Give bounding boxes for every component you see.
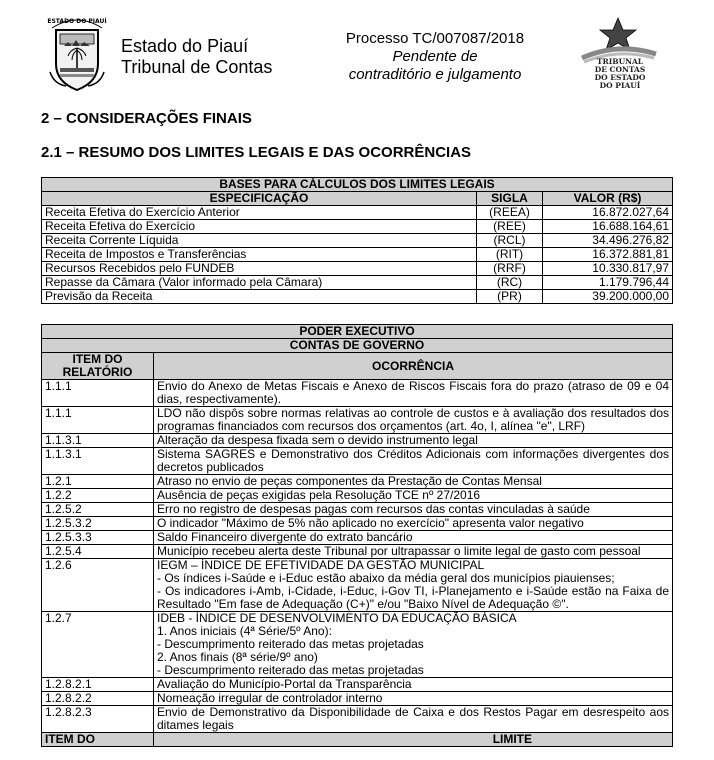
valor-cell: 39.200.000,00	[543, 290, 673, 304]
sigla-cell: (PR)	[477, 290, 543, 304]
ocorrencias-table	[41, 324, 673, 747]
ocorrencia-line: IDEB - ÍNDICE DE DESENVOLVIMENTO DA EDUCAÇÃO BÁSICA	[157, 611, 517, 625]
ocorrencia-cell: Avaliação do Município-Portal da Transparência	[154, 678, 673, 692]
table-row	[42, 290, 673, 304]
item-cell: 1.2.6	[42, 559, 154, 612]
sigla-cell: (REEA)	[477, 206, 543, 220]
table-row	[42, 475, 673, 489]
ocorrencias-title-2: CONTAS DE GOVERNO	[42, 339, 673, 353]
table-row	[42, 678, 673, 692]
table-row	[42, 559, 673, 612]
ocorrencia-cell: Atraso no envio de peças componentes da Prestação de Contas Mensal	[154, 475, 673, 489]
valor-cell: 16.372.881,81	[543, 248, 673, 262]
ocorrencia-cell	[154, 612, 673, 678]
table-row	[42, 276, 673, 290]
item-cell: 1.2.8.2.3	[42, 706, 154, 733]
item-cell: 1.2.8.2.2	[42, 692, 154, 706]
ocorrencia-cell: Ausência de peças exigidas pela Resolução TCE nº 27/2016	[154, 489, 673, 503]
bases-table-title: BASES PARA CÁLCULOS DOS LIMITES LEGAIS	[42, 178, 673, 192]
col-header-ocorrencia: OCORRÊNCIA	[154, 353, 673, 380]
ocorrencia-cell: Erro no registro de despesas pagas com recursos das contas vinculadas à saúde	[154, 503, 673, 517]
state-coat-of-arms-icon	[46, 12, 108, 94]
table-row	[42, 612, 673, 678]
process-status-line1: Pendente de	[392, 48, 478, 65]
table-row	[42, 262, 673, 276]
ocorrencia-cell: Saldo Financeiro divergente do extrato bancário	[154, 531, 673, 545]
spec-cell: Receita Efetiva do Exercício Anterior	[42, 206, 477, 220]
table-row	[42, 531, 673, 545]
tce-logo-text	[584, 58, 656, 90]
valor-cell: 16.872.027,64	[543, 206, 673, 220]
ocorrencia-line: - Os indicadores i-Amb, i-Cidade, i-Educ, i-Gov TI, i-Planejamento e i-Saúde estão na Faixa de Resultado "Em fase de Adequação (C+)" e/ou "Baixo Nível de Adequação ©".	[157, 584, 670, 611]
ocorrencia-cell	[154, 559, 673, 612]
col-header-item-next: ITEM DO	[42, 733, 154, 747]
item-cell: 1.2.5.3.2	[42, 517, 154, 531]
table-row	[42, 706, 673, 733]
table-row	[42, 234, 673, 248]
item-cell: 1.2.8.2.1	[42, 678, 154, 692]
ocorrencia-cell: Município recebeu alerta deste Tribunal por ultrapassar o limite legal de gasto com pessoal	[154, 545, 673, 559]
logo-line: DE CONTAS	[594, 65, 646, 74]
table-row	[42, 248, 673, 262]
sigla-cell: (RIT)	[477, 248, 543, 262]
sigla-cell: (RCL)	[477, 234, 543, 248]
document-header	[0, 0, 714, 100]
item-cell: 1.2.5.3.3	[42, 531, 154, 545]
col-header-limite: LIMITE	[154, 733, 673, 747]
col-header-spec: ESPECIFICAÇÃO	[42, 192, 477, 206]
valor-cell: 10.330.817,97	[543, 262, 673, 276]
ocorrencia-line: - Descumprimento reiterado das metas projetadas	[157, 637, 424, 651]
item-cell: 1.2.7	[42, 612, 154, 678]
table-row	[42, 407, 673, 434]
item-cell: 1.2.5.2	[42, 503, 154, 517]
valor-cell: 34.496.276,82	[543, 234, 673, 248]
spec-cell: Receita Efetiva do Exercício	[42, 220, 477, 234]
process-number: Processo TC/007087/2018	[345, 30, 525, 47]
spec-cell: Repasse da Câmara (Valor informado pela Câmara)	[42, 276, 477, 290]
item-cell: 1.1.3.1	[42, 434, 154, 448]
table-row	[42, 380, 673, 407]
logo-line: TRIBUNAL	[596, 57, 644, 66]
item-cell: 1.2.5.4	[42, 545, 154, 559]
ocorrencia-cell: Envio de Demonstrativo da Disponibilidade de Caixa e dos Restos Pagar em desrespeito aos ditames legais	[154, 706, 673, 733]
ocorrencia-cell: Envio do Anexo de Metas Fiscais e Anexo de Riscos Fiscais fora do prazo (atraso de 09 e 04 dias, respectivamente).	[154, 380, 673, 407]
ocorrencia-line: 2. Anos finais (8ª série/9º ano)	[157, 650, 318, 664]
item-cell: 1.1.3.1	[42, 448, 154, 475]
ocorrencia-cell: O indicador "Máximo de 5% não aplicado no exercício" apresenta valor negativo	[154, 517, 673, 531]
bases-table	[41, 177, 673, 304]
ocorrencia-line: IEGM – ÍNDICE DE EFETIVIDADE DA GESTÃO MUNICIPAL	[157, 558, 485, 572]
institution-name	[121, 36, 272, 78]
ocorrencia-line: - Os índices i-Saúde e i-Educ estão abaixo da média geral dos municípios piauienses;	[157, 571, 615, 585]
col-header-sigla: SIGLA	[477, 192, 543, 206]
court-name-line: Tribunal de Contas	[121, 57, 273, 77]
spec-cell: Receita de Impostos e Transferências	[42, 248, 477, 262]
state-name-line: Estado do Piauí	[121, 36, 249, 56]
ocorrencias-title-1: PODER EXECUTIVO	[42, 325, 673, 339]
col-header-valor: VALOR (R$)	[543, 192, 673, 206]
item-cell: 1.2.2	[42, 489, 154, 503]
logo-line: DO ESTADO	[594, 73, 646, 82]
item-cell: 1.1.1	[42, 407, 154, 434]
col-header-item: ITEM DO RELATÓRIO	[42, 353, 154, 380]
sigla-cell: (RC)	[477, 276, 543, 290]
ocorrencia-cell: LDO não dispôs sobre normas relativas ao controle de custos e à avaliação dos resultados dos programas financiados com recursos dos orçamentos (art. 4o, I, alínea "e", LRF)	[154, 407, 673, 434]
valor-cell: 16.688.164,61	[543, 220, 673, 234]
item-cell: 1.2.1	[42, 475, 154, 489]
process-info	[330, 30, 540, 84]
ocorrencia-cell: Alteração da despesa fixada sem o devido instrumento legal	[154, 434, 673, 448]
table-row	[42, 206, 673, 220]
table-row	[42, 489, 673, 503]
crest-label: ESTADO DO PIAUÍ	[47, 18, 107, 25]
section-heading-final: 2 – CONSIDERAÇÕES FINAIS	[41, 110, 252, 127]
sigla-cell: (RRF)	[477, 262, 543, 276]
section-heading-resumo: 2.1 – RESUMO DOS LIMITES LEGAIS E DAS OCORRÊNCIAS	[41, 144, 472, 161]
table-row	[42, 503, 673, 517]
logo-line: DO PIAUÍ	[599, 81, 641, 90]
next-table-header	[42, 733, 673, 747]
spec-cell: Recursos Recebidos pelo FUNDEB	[42, 262, 477, 276]
ocorrencia-line: 1. Anos iniciais (4ª Série/5º Ano):	[157, 624, 332, 638]
table-row	[42, 517, 673, 531]
table-row	[42, 220, 673, 234]
valor-cell: 1.179.796,44	[543, 276, 673, 290]
spec-cell: Previsão da Receita	[42, 290, 477, 304]
sigla-cell: (REE)	[477, 220, 543, 234]
process-status-line2: contraditório e julgamento	[348, 66, 522, 83]
table-row	[42, 448, 673, 475]
item-cell: 1.1.1	[42, 380, 154, 407]
ocorrencia-line: - Descumprimento reiterado das metas projetadas	[157, 663, 424, 677]
table-row	[42, 692, 673, 706]
ocorrencia-cell: Sistema SAGRES e Demonstrativo dos Créditos Adicionais com informações divergentes dos decretos publicados	[154, 448, 673, 475]
table-row	[42, 434, 673, 448]
spec-cell: Receita Corrente Líquida	[42, 234, 477, 248]
ocorrencia-cell: Nomeação irregular de controlador interno	[154, 692, 673, 706]
table-row	[42, 545, 673, 559]
